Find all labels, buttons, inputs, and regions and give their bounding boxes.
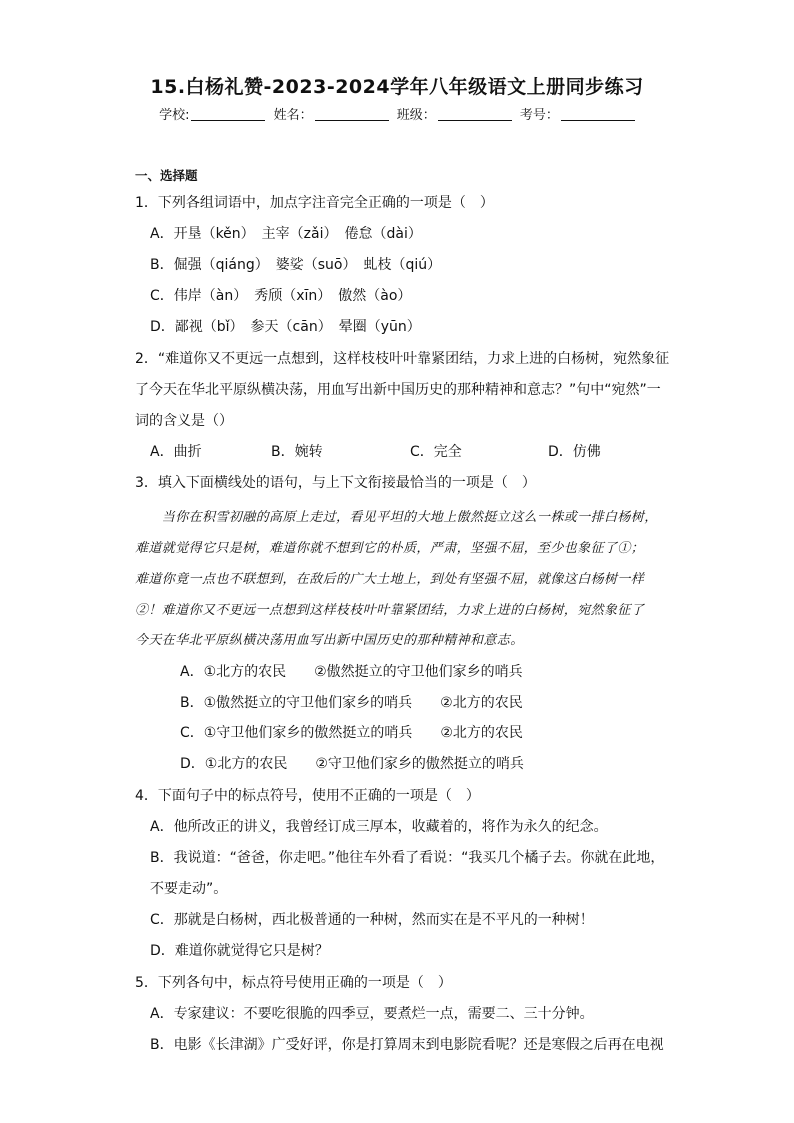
student-info-row <box>0 104 794 123</box>
q1-option-d: D．鄙视（bǐ） 参天（cān） 晕圈（yūn） <box>150 319 421 335</box>
q4-stem: 4．下面句子中的标点符号，使用不正确的一项是（ ） <box>135 788 480 804</box>
q3-stem: 3．填入下面横线处的语句，与上下文衔接最恰当的一项是（ ） <box>135 475 536 491</box>
name-blank[interactable] <box>315 108 389 121</box>
q2-option-c: C．完全 <box>410 444 462 460</box>
q2-line-2: 了今天在华北平原纵横决荡，用血写出新中国历史的那种精神和意志？”句中“宛然”一 <box>135 382 661 398</box>
q1-option-b: B．倔强（qiáng） 婆娑（suō） 虬枝（qiú） <box>150 257 442 273</box>
q4-option-d: D．难道你就觉得它只是树？ <box>150 943 329 959</box>
q3-option-b: B．①傲然挺立的守卫他们家乡的哨兵 ②北方的农民 <box>180 695 523 711</box>
name-field <box>274 104 389 123</box>
q3-option-d: D．①北方的农民 ②守卫他们家乡的傲然挺立的哨兵 <box>180 756 524 772</box>
exam-no-label: 考号： <box>519 108 559 123</box>
q2-option-b: B．婉转 <box>271 444 323 460</box>
q5-option-b: B．电影《长津湖》广受好评，你是打算周末到电影院看呢？还是寒假之后再在电视 <box>150 1037 664 1053</box>
class-field <box>397 104 512 123</box>
school-blank[interactable] <box>191 108 265 121</box>
q3-passage-line-3: 难道你竟一点也不联想到，在敌后的广大土地上，到处有坚强不屈，就像这白杨树一样 <box>135 572 645 587</box>
school-label: 学校: <box>159 108 190 123</box>
q1-option-c: C．伟岸（àn） 秀颀（xīn） 傲然（ào） <box>150 288 412 304</box>
class-blank[interactable] <box>438 108 512 121</box>
q3-option-c: C．①守卫他们家乡的傲然挺立的哨兵 ②北方的农民 <box>180 725 523 741</box>
q3-passage-line-4: ②！难道你又不更远一点想到这样枝枝叶叶靠紧团结，力求上进的白杨树，宛然象征了 <box>135 603 645 618</box>
school-field <box>159 104 265 123</box>
page-title: 15.白杨礼赞-2023-2024学年八年级语文上册同步练习 <box>150 76 644 98</box>
q4-option-c: C．那就是白杨树，西北极普通的一种树，然而实在是不平凡的一种树！ <box>150 912 594 928</box>
q4-option-b-line-2: 不要走动”。 <box>150 881 228 897</box>
q4-option-b-line-1: B．我说道：“爸爸，你走吧。”他往车外看了看说：“我买几个橘子去。你就在此地， <box>150 850 665 866</box>
q2-line-3: 词的含义是（） <box>135 413 233 429</box>
q5-option-a: A．专家建议：不要吃很脆的四季豆，要煮烂一点，需要二、三十分钟。 <box>150 1006 594 1022</box>
q3-passage-line-1: 当你在积雪初融的高原上走过，看见平坦的大地上傲然挺立这么一株或一排白杨树， <box>135 510 658 525</box>
name-label: 姓名： <box>273 108 313 123</box>
class-label: 班级： <box>396 108 436 123</box>
q3-option-a: A．①北方的农民 ②傲然挺立的守卫他们家乡的哨兵 <box>180 664 523 680</box>
exam-no-field <box>520 104 635 123</box>
exam-no-blank[interactable] <box>561 108 635 121</box>
section-heading: 一、选择题 <box>135 168 198 183</box>
q5-stem: 5．下列各句中，标点符号使用正确的一项是（ ） <box>135 975 452 991</box>
q3-passage-line-2: 难道就觉得它只是树，难道你就不想到它的朴质，严肃，坚强不屈，至少也象征了①； <box>135 541 645 556</box>
q4-option-a: A．他所改正的讲义，我曾经订成三厚本，收藏着的，将作为永久的纪念。 <box>150 819 608 835</box>
q2-option-d: D．仿佛 <box>548 444 601 460</box>
q2-line-1: 2．“难道你又不更远一点想到，这样枝枝叶叶靠紧团结，力求上进的白杨树，宛然象征 <box>135 351 670 367</box>
q1-option-a: A．开垦（kěn） 主宰（zǎi） 倦怠（dài） <box>150 226 422 242</box>
q1-stem: 1．下列各组词语中，加点字注音完全正确的一项是（ ） <box>135 195 494 211</box>
q2-option-a: A．曲折 <box>150 444 202 460</box>
q3-passage-line-5: 今天在华北平原纵横决荡用血写出新中国历史的那种精神和意志。 <box>135 633 524 648</box>
